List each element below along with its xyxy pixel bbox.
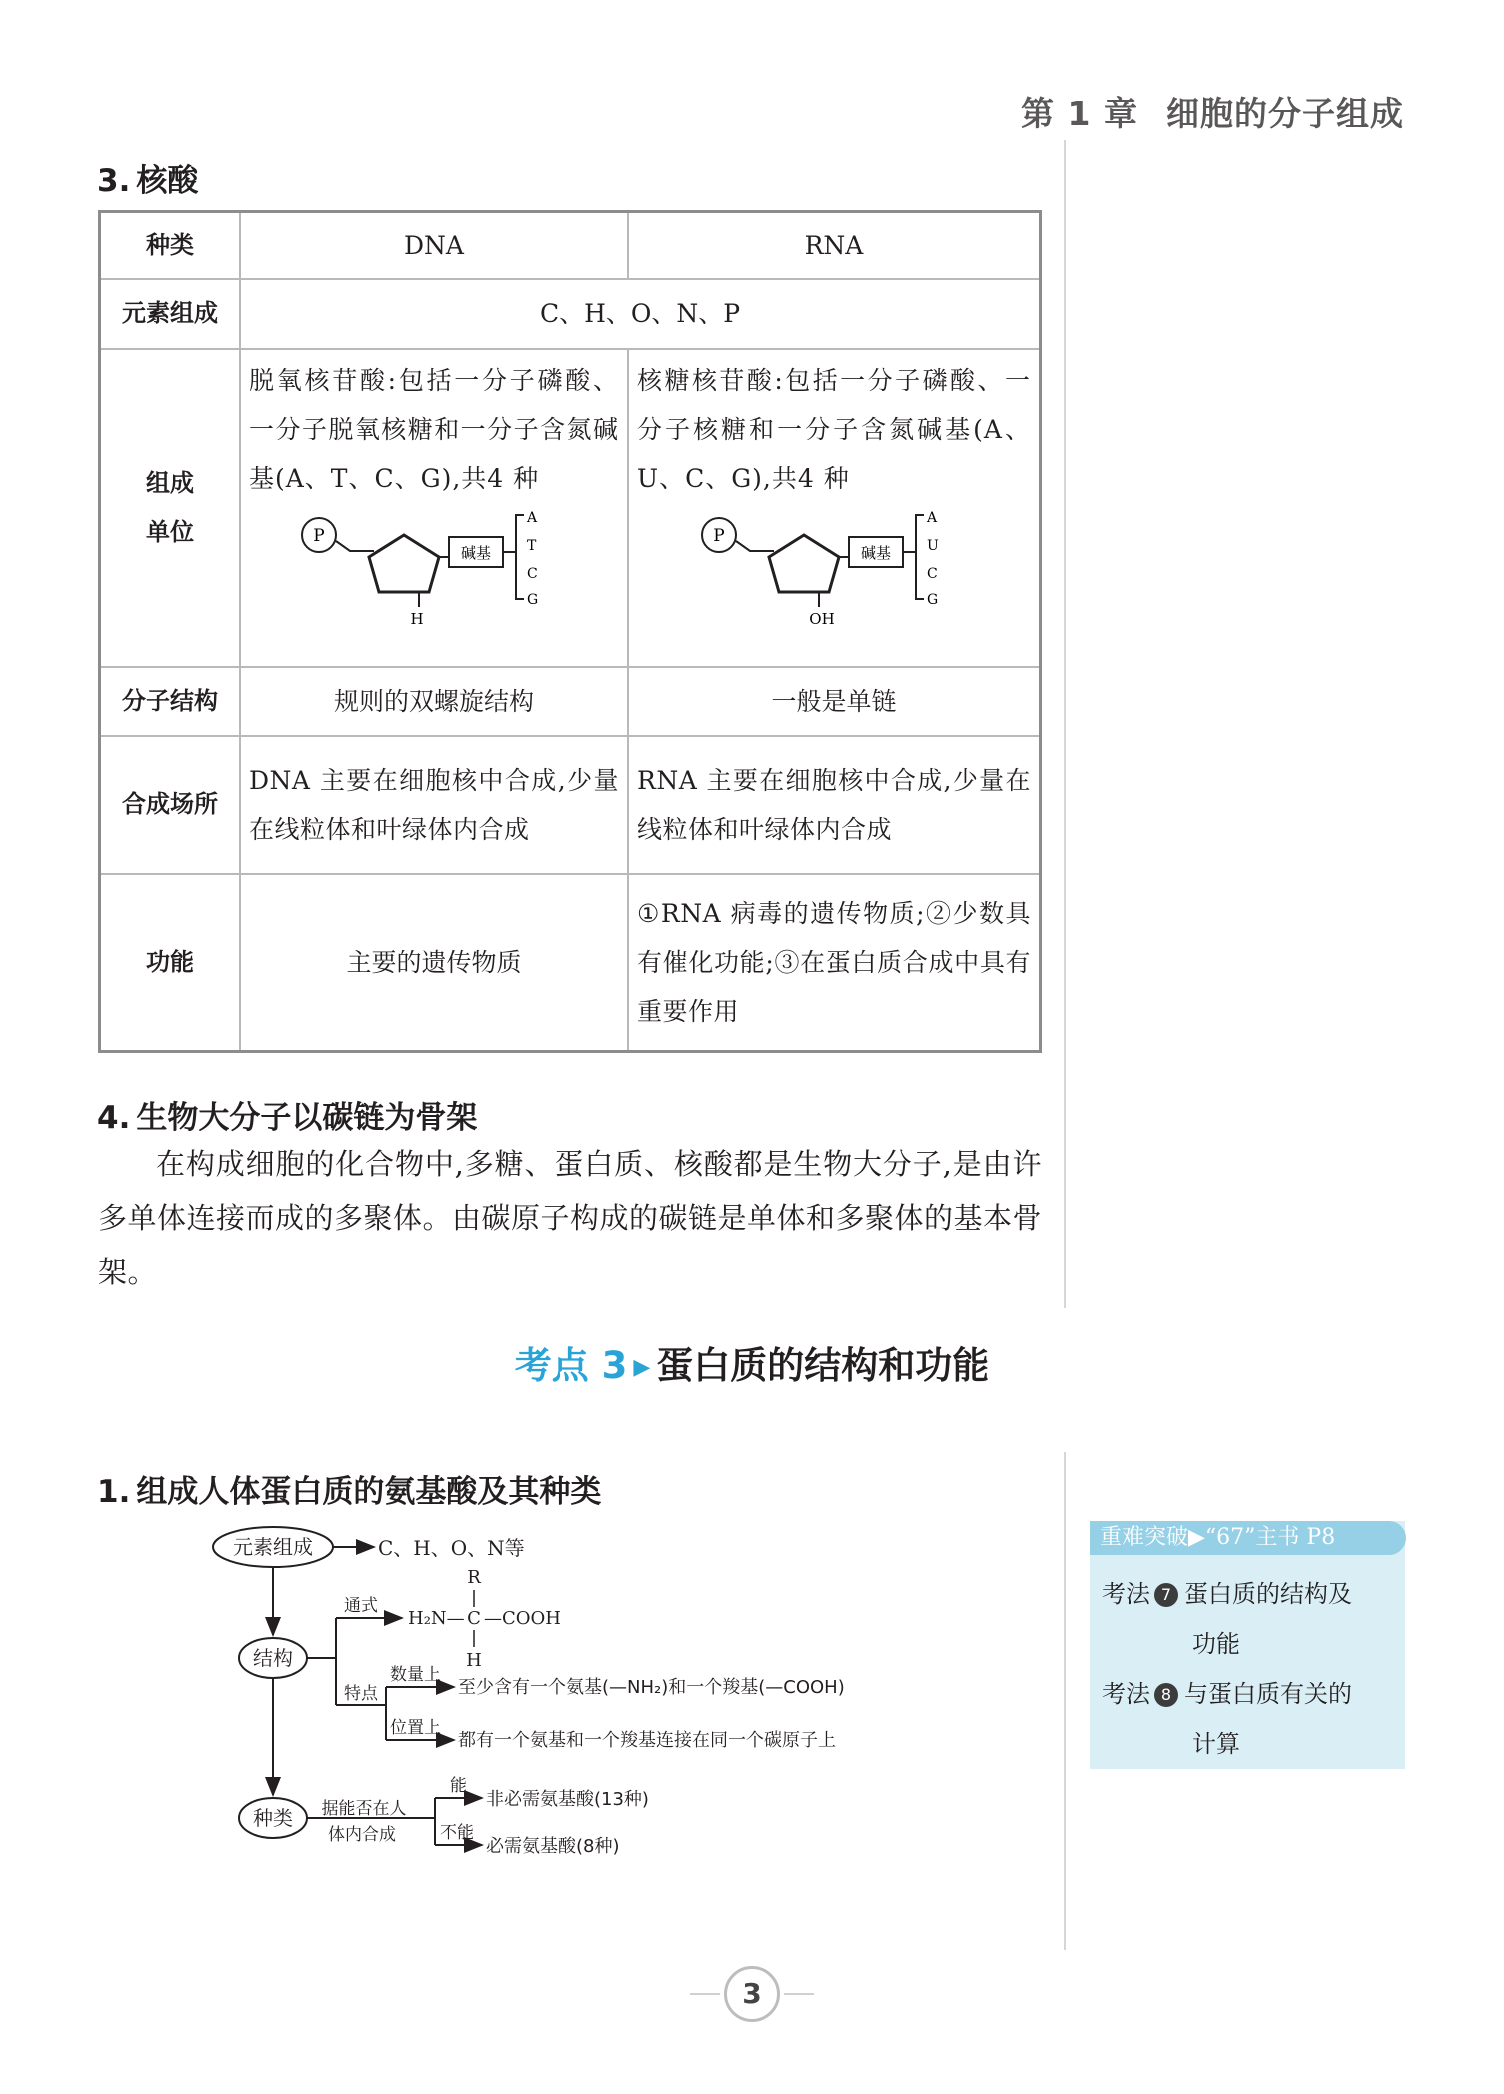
base-label: 碱基 xyxy=(460,543,492,562)
side-item-1-text-line2: 功能 xyxy=(1192,1630,1240,1658)
table-row-structure xyxy=(100,667,1041,736)
sugar-ring xyxy=(769,535,839,592)
triangle-right-icon: ▶ xyxy=(633,1355,651,1380)
side-note-item-2 xyxy=(1102,1669,1352,1769)
node-elements-label: 元素组成 xyxy=(233,1535,313,1559)
formula-label: 通式 xyxy=(344,1596,378,1616)
section-aa-heading xyxy=(97,1466,601,1511)
qty-text: 至少含有一个氨基(—NH₂)和一个羧基(—COOH) xyxy=(458,1677,845,1698)
table-row-unit xyxy=(100,349,1041,667)
section-3-number: 3. xyxy=(97,163,131,199)
side-note-item-1 xyxy=(1102,1569,1352,1669)
cell-dna-site: DNA 主要在细胞核中合成,少量在线粒体和叶绿体内合成 xyxy=(240,736,628,874)
base-C: C xyxy=(927,565,938,582)
base-A: A xyxy=(527,509,538,526)
base-label: 碱基 xyxy=(860,543,892,562)
table-row-site xyxy=(100,736,1041,874)
table-row-elements xyxy=(100,279,1041,349)
amino-acid-flow-diagram xyxy=(200,1515,960,1865)
chapter-title: 细胞的分子组成 xyxy=(1166,94,1404,133)
cell-rna-site: RNA 主要在细胞核中合成,少量在线粒体和叶绿体内合成 xyxy=(628,736,1041,874)
row-label-elements: 元素组成 xyxy=(100,279,241,349)
column-divider-top xyxy=(1064,140,1066,1308)
sugar-group-label: H xyxy=(410,609,424,627)
row-label-unit-line1: 组成 xyxy=(146,468,194,497)
no-label: 不能 xyxy=(440,1823,474,1843)
cell-dna-kind: DNA xyxy=(240,212,628,279)
base-U: U xyxy=(927,537,939,554)
base-A: A xyxy=(927,509,938,526)
cell-rna-kind: RNA xyxy=(628,212,1041,279)
qty-label: 数量上 xyxy=(390,1665,441,1685)
cell-dna-unit xyxy=(240,349,628,667)
yes-text: 非必需氨基酸(13种) xyxy=(486,1789,649,1810)
node-structure-label: 结构 xyxy=(253,1646,293,1670)
formula-R: R xyxy=(467,1567,481,1588)
kind-condition-line1: 据能否在人 xyxy=(321,1799,407,1819)
side-item-1-label: 考法 xyxy=(1102,1580,1150,1608)
cell-rna-structure: 一般是单链 xyxy=(628,667,1041,736)
page-number: 3 xyxy=(724,1966,780,2022)
section-4-heading xyxy=(97,1092,477,1137)
base-T: T xyxy=(527,537,537,554)
feature-label: 特点 xyxy=(344,1684,378,1704)
row-label-site: 合成场所 xyxy=(100,736,241,874)
yes-label: 能 xyxy=(450,1776,467,1796)
formula-C: C xyxy=(467,1608,481,1629)
cell-dna-function: 主要的遗传物质 xyxy=(240,874,628,1052)
pos-text: 都有一个氨基和一个羧基连接在同一个碳原子上 xyxy=(458,1730,836,1751)
cell-dna-structure: 规则的双螺旋结构 xyxy=(240,667,628,736)
table-row-kind xyxy=(100,212,1041,279)
kaodian-heading xyxy=(0,1335,1504,1389)
side-note-tag: 重难突破▶“67”主书 P8 xyxy=(1090,1521,1406,1555)
side-item-1-text-line1: 蛋白质的结构及 xyxy=(1184,1580,1352,1608)
side-item-2-text-line1: 与蛋白质有关的 xyxy=(1184,1680,1352,1708)
side-item-2-number: 8 xyxy=(1154,1683,1178,1707)
formula-H: H xyxy=(466,1650,482,1671)
side-note-box xyxy=(1090,1521,1405,1769)
section-3-title: 核酸 xyxy=(136,163,199,199)
section-4-number: 4. xyxy=(97,1100,131,1136)
row-label-structure: 分子结构 xyxy=(100,667,241,736)
kaodian-label: 考点 3 xyxy=(514,1344,628,1387)
section-aa-number: 1. xyxy=(97,1474,131,1510)
section-aa-title: 组成人体蛋白质的氨基酸及其种类 xyxy=(136,1474,602,1510)
rna-unit-text: 核糖核苷酸:包括一分子磷酸、一分子核糖和一分子含氮碱基(A、U、C、G),共4 种 xyxy=(637,365,1031,493)
base-C: C xyxy=(527,565,538,582)
table-row-function xyxy=(100,874,1041,1052)
phosphate-bond xyxy=(736,541,774,551)
ribonucleotide-diagram xyxy=(684,507,984,627)
pos-label: 位置上 xyxy=(390,1718,441,1738)
phosphate-label: P xyxy=(713,525,725,546)
phosphate-bond xyxy=(336,541,374,551)
page-number-line-left xyxy=(690,1993,720,1995)
side-item-1-number: 7 xyxy=(1154,1583,1178,1607)
cell-rna-unit xyxy=(628,349,1041,667)
phosphate-label: P xyxy=(313,525,325,546)
row-label-unit xyxy=(100,349,241,667)
chapter-number: 第 1 章 xyxy=(1021,94,1138,133)
kind-condition-line2: 体内合成 xyxy=(328,1825,396,1845)
base-G: G xyxy=(527,591,539,608)
sugar-group-label: OH xyxy=(809,609,835,627)
section-3-heading xyxy=(97,155,198,200)
side-item-2-label: 考法 xyxy=(1102,1680,1150,1708)
cell-elements: C、H、O、N、P xyxy=(240,279,1041,349)
formula-left: H₂N— xyxy=(408,1608,465,1629)
column-divider-bottom xyxy=(1064,1452,1066,1950)
formula-right: —COOH xyxy=(484,1608,561,1629)
nucleic-acid-table xyxy=(98,210,1042,1053)
elements-value: C、H、O、N等 xyxy=(378,1536,525,1560)
page-number-line-right xyxy=(784,1993,814,1995)
kaodian-title: 蛋白质的结构和功能 xyxy=(656,1344,990,1387)
dna-unit-text: 脱氧核苷酸:包括一分子磷酸、一分子脱氧核糖和一分子含氮碱基(A、T、C、G),共4 种 xyxy=(249,365,619,493)
row-label-function: 功能 xyxy=(100,874,241,1052)
sugar-ring xyxy=(369,535,439,592)
base-G: G xyxy=(927,591,939,608)
section-4-body: 在构成细胞的化合物中,多糖、蛋白质、核酸都是生物大分子,是由许多单体连接而成的多聚体。由碳原子构成的碳链是单体和多聚体的基本骨架。 xyxy=(98,1147,1043,1289)
deoxynucleotide-diagram xyxy=(284,507,584,627)
row-label-kind: 种类 xyxy=(100,212,241,279)
section-4-title: 生物大分子以碳链为骨架 xyxy=(136,1100,478,1136)
base-bracket xyxy=(916,515,924,599)
chapter-header xyxy=(1021,88,1404,135)
side-item-2-text-line2: 计算 xyxy=(1192,1730,1240,1758)
row-label-unit-line2: 单位 xyxy=(146,517,194,546)
node-kind-label: 种类 xyxy=(253,1806,293,1830)
base-bracket xyxy=(516,515,524,599)
no-text: 必需氨基酸(8种) xyxy=(486,1836,620,1857)
cell-rna-function: ①RNA 病毒的遗传物质;②少数具有催化功能;③在蛋白质合成中具有重要作用 xyxy=(628,874,1041,1052)
